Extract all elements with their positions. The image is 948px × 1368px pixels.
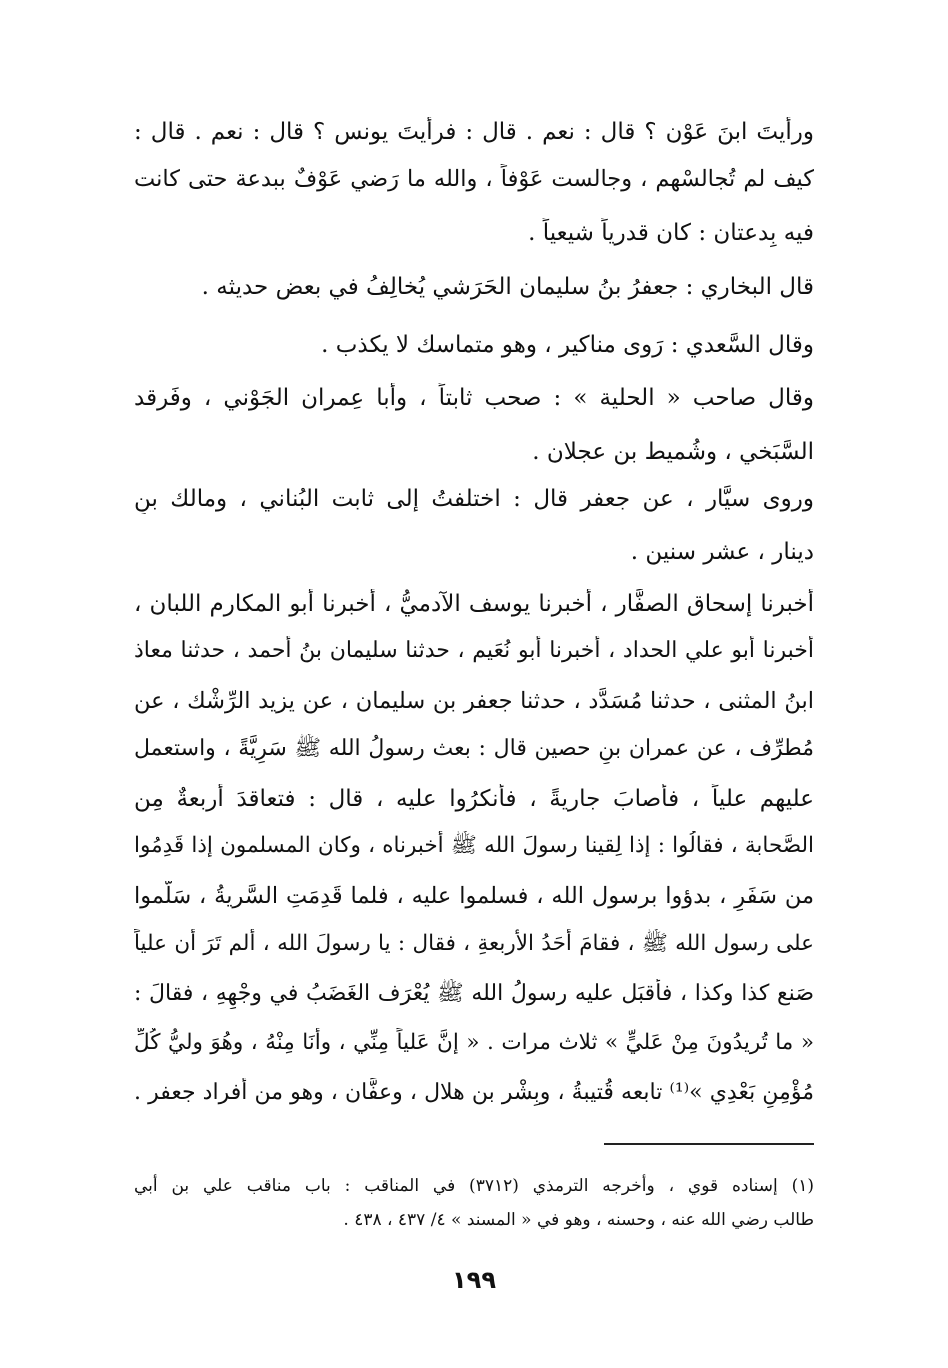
- body-line-12: ابنُ المثنى ، حدثنا مُسَدَّد ، حدثنا جعفر بن سليمان ، عن يزيد الرِّشْك ، عن: [134, 688, 814, 714]
- body-line-8: وروى سيَّار ، عن جعفر قال : اختلفتُ إلى ثابت البُناني ، ومالك بنِ: [134, 486, 814, 512]
- body-line-9: دينار ، عشر سنين .: [630, 539, 814, 565]
- body-line-6: وقال صاحب « الحلية » : صحب ثابتاً ، وأبا عِمران الجَوْني ، وفَرقد: [134, 385, 814, 411]
- body-line-7: السَّبَخي ، وشُميط بن عجلان .: [532, 439, 814, 465]
- body-line-4: قال البخاري : جعفرُ بنُ سليمان الحَرَشي يُخالِفُ في بعض حديثه .: [201, 274, 814, 300]
- body-line-19: « ما تُريدُونَ مِنْ عَليٍّ » ثلاث مرات . « إنَّ عَلياً مِنِّي ، وأنَا مِنْهُ ، وهُوَ وليُّ كُلِّ: [134, 1030, 814, 1055]
- body-line-11: أخبرنا أبو علي الحداد ، أخبرنا أبو نُعَيم ، حدثنا سليمان بنُ أحمد ، حدثنا معاذ: [134, 638, 814, 663]
- body-line-1: ورأيتَ ابنَ عَوْن ؟ قال : نعم . قال : فرأيتَ يونس ؟ قال : نعم . قال :: [134, 119, 814, 145]
- body-line-20: مُؤْمِنٍ بَعْدِي »⁽¹⁾ تابعه قُتيبةُ ، وبِشْر بن هلال ، وعفَّان ، وهو من أفراد جعفر .: [134, 1080, 814, 1105]
- body-line-10: أخبرنا إسحاق الصفَّار ، أخبرنا يوسف الآدميُّ ، أخبرنا أبو المكارم اللبان ،: [134, 591, 814, 617]
- body-line-2: كيف لم تُجالسْهم ، وجالست عَوْفاً ، والله ما رَضي عَوْفٌ ببدعة حتى كانت: [134, 166, 814, 192]
- body-line-13: مُطرِّف ، عن عمران بنِ حصين قال : بعث رسولُ الله ﷺ سَرِيَّةً ، واستعمل: [134, 736, 814, 761]
- body-line-14: عليهم علياً ، فأصابَ جاريةً ، فأنكرُوا عليه ، قال : فتعاقدَ أربعةٌ مِن: [134, 786, 814, 812]
- body-line-3: فيه بِدعتان : كان قدرياً شيعياً .: [528, 220, 814, 246]
- footnote-separator: [604, 1143, 814, 1145]
- footnote-line-1: (١) إسناده قوي ، وأخرجه الترمذي (٣٧١٢) في المناقب : باب مناقب علي بن أبي: [134, 1176, 814, 1196]
- footnote-line-2: طالب رضي الله عنه ، وحسنه ، وهو في « المسند » ٤/ ٤٣٧ ، ٤٣٨ .: [343, 1210, 814, 1230]
- body-line-16: من سَفَرٍ ، بدؤوا برسول الله ، فسلموا عليه ، فلما قَدِمَتِ السَّريةُ ، سَلَّموا: [134, 883, 814, 909]
- body-line-5: وقال السَّعدي : رَوى مناكير ، وهو متماسك لا يكذب .: [321, 332, 814, 358]
- body-line-17: على رسول الله ﷺ ، فقامَ أحَدُ الأربعةِ ، فقال : يا رسولَ الله ، ألم تَرَ أن علياً: [134, 931, 814, 956]
- body-line-15: الصَّحابة ، فقالُوا : إذا لِقينا رسولَ الله ﷺ أخبرناه ، وكان المسلمون إذا قَدِمُوا: [134, 833, 814, 858]
- body-line-18: صَنع كذا وكذا ، فأقبَل عليه رسولُ الله ﷺ يُعْرَف الغَضَبُ في وجْهِهِ ، فقالَ :: [134, 981, 814, 1006]
- page-number: ١٩٩: [452, 1266, 496, 1294]
